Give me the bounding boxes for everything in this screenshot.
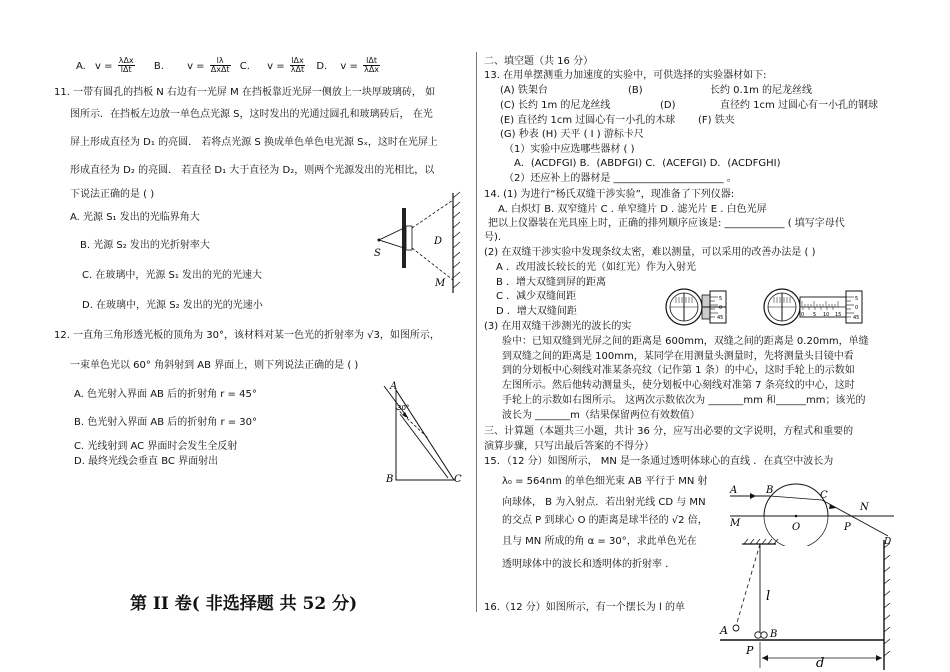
q13-row1-b: (B) bbox=[628, 85, 643, 96]
q12-label-30: 30° bbox=[397, 404, 410, 412]
q11-diagram bbox=[365, 188, 465, 298]
q10-options bbox=[76, 57, 382, 75]
q12-option-d: D. 最终光线会垂直 BC 界面射出 bbox=[74, 456, 219, 467]
right-scale-tick-45: 45 bbox=[853, 315, 860, 321]
q12-option-b: B. 色光射入界面 AB 后的折射角 r = 30° bbox=[74, 417, 258, 428]
q16-label-b: B bbox=[770, 629, 778, 640]
q12-line1: 12. 一直角三角形透光板的顶角为 30°，该材料对某一色光的折射率为 √3，如图所示， bbox=[54, 330, 440, 341]
q14-part3-line2: 验中：已知双缝到光屏之间的距离是 600mm，双缝之间的距离是 0.20mm，单缝 bbox=[502, 336, 869, 347]
q10-d-label: D. bbox=[316, 60, 328, 72]
fill-in-header: 二、填空题（共 16 分） bbox=[484, 56, 594, 67]
q13-row1-c: 长约 0.1m 的尼龙丝线 bbox=[710, 85, 813, 96]
q13-row1-a: (A) 铁架台 bbox=[500, 85, 548, 96]
q15-label-b: B bbox=[766, 485, 774, 496]
q14-part3-line5: 左图所示。然后他转动测量头，使分划板中心刻线对准第 7 条亮纹的中心，这时 bbox=[502, 380, 855, 391]
q16-label-p: P bbox=[746, 644, 754, 657]
q11-option-a: A. 光源 S₁ 发出的光临界角大 bbox=[70, 212, 200, 223]
q12-label-c: C bbox=[454, 474, 462, 485]
q10-c-fraction: $\frac{\text{lΔx}}{\text{λΔt}}$ bbox=[290, 56, 305, 75]
column-divider bbox=[476, 52, 477, 612]
q15-line6: 透明球体中的波长和透明体的折射率 ． bbox=[502, 559, 676, 570]
q14-part2: (2) 在双缝干涉实验中发现条纹太密，难以测量，可以采用的改善办法是 ( ) bbox=[484, 247, 816, 258]
q11-line4: 形成直径为 D₂ 的亮圆． 若直径 D₁ 大于直径为 D₂，则两个光源发出的光相比，以 bbox=[70, 165, 435, 176]
q13-row3-b: (F) 铁夹 bbox=[698, 115, 735, 126]
q14-line1: 14. (1) 为进行“杨氏双缝干涉实验”，现准备了下列仪器: bbox=[484, 189, 735, 200]
right-scale-tick-0: 0 bbox=[855, 305, 859, 311]
q10-a-prefix: v = bbox=[95, 60, 113, 72]
q12-option-c: C. 光线射到 AC 界面时会发生全反射 bbox=[74, 441, 238, 452]
right-scale-main-15: 15 bbox=[835, 312, 842, 318]
q15-label-o: O bbox=[792, 522, 801, 533]
q15-line5: 且与 MN 所成的角 α = 30°，求此单色光在 bbox=[502, 536, 697, 547]
q15-label-p: P bbox=[844, 522, 851, 533]
q13-row2-b: (D) bbox=[660, 100, 676, 111]
q11-label-d: D bbox=[434, 236, 443, 247]
q14-part3-line7: 波长为 _______m（结果保留两位有效数值） bbox=[502, 410, 700, 421]
right-scale-main-5: 5 bbox=[813, 312, 817, 318]
q11-option-c: C. 在玻璃中，光源 S₁ 发出的光的光速大 bbox=[82, 270, 263, 281]
q15-label-m: M bbox=[730, 518, 741, 529]
right-scale-main-0: 0 bbox=[801, 312, 805, 318]
left-scale-tick-45: 45 bbox=[717, 315, 724, 321]
q15-label-d: D bbox=[884, 537, 892, 546]
q16-label-a: A bbox=[720, 624, 728, 637]
q11-label-m: M bbox=[435, 278, 446, 289]
q14-option-c: C ．减少双缝间距 bbox=[496, 291, 577, 302]
q13-row2-a: (C) 长约 1m 的尼龙丝线 bbox=[500, 100, 611, 111]
q16-diagram bbox=[712, 538, 896, 672]
q15-line4: 的交点 P 到球心 O 的距离是球半径的 √2 倍， bbox=[502, 515, 708, 526]
q14-part3-line1: (3) 在用双缝干涉测光的波长的实 bbox=[484, 321, 632, 332]
q13-row3-a: (E) 直径约 1cm 过圆心有一小孔的木球 bbox=[500, 115, 676, 126]
q16-label-d: d bbox=[816, 656, 825, 671]
q13-row2-c: 直径约 1cm 过圆心有一小孔的钢球 bbox=[720, 100, 878, 111]
q10-a-fraction: $\frac{\text{λΔx}}{\text{lΔt}}$ bbox=[118, 56, 134, 75]
left-scale-tick-5: 5 bbox=[719, 296, 723, 302]
q13-intro: 13. 在用单摆测重力加速度的实验中，可供选择的实验器材如下: bbox=[484, 70, 767, 81]
q14-option-b: B ．增大双缝到屏的距离 bbox=[496, 277, 607, 288]
q16-line1: 16.（12 分）如图所示，有一个摆长为 l 的单 bbox=[484, 602, 685, 613]
q10-c-prefix: v = bbox=[267, 60, 285, 72]
section-2-title: 第 II 卷( 非选择题 共 52 分) bbox=[130, 594, 358, 614]
q14-line2: A. 白炽灯 B. 双窄缝片 C . 单窄缝片 D . 滤光片 E . 白色光屏 bbox=[498, 204, 767, 215]
q15-diagram bbox=[726, 478, 898, 546]
q16-label-l: l bbox=[766, 589, 771, 604]
right-scale-main-10: 10 bbox=[823, 312, 830, 318]
q13-row4: (G) 秒表 (H) 天平 ( I ) 游标卡尺 bbox=[500, 129, 644, 140]
right-scale-tick-5: 5 bbox=[855, 296, 859, 302]
q14-line4: 号). bbox=[484, 232, 502, 243]
q14-option-a: A ．改用波长较长的光（如红光）作为入射光 bbox=[496, 262, 697, 273]
q11-line5: 下说法正确的是 ( ) bbox=[70, 189, 155, 200]
q14-part3-line3: 到双缝之间的距离是 100mm，某同学在用测量头测量时，先将测量头目镜中看 bbox=[502, 351, 854, 362]
calc-header-line1: 三、计算题（本题共三小题，共计 36 分，应写出必要的文字说明，方程式和重要的 bbox=[484, 426, 854, 437]
q11-line2: 图所示．在挡板左边放一单色点光源 S，这时发出的光通过圆孔和玻璃砖后， 在光 bbox=[70, 109, 433, 120]
q12-option-a: A. 色光射入界面 AB 后的折射角 r = 45° bbox=[74, 389, 257, 400]
q10-a-label: A. bbox=[76, 60, 86, 72]
q14-part3-line4: 到的分划板中心刻线对准某条亮纹（记作第 1 条）的中心，这时手轮上的示数如 bbox=[502, 365, 855, 376]
q14-scale-figures bbox=[662, 285, 872, 329]
q15-line2: λ₀ = 564nm 的单色细光束 AB 平行于 MN 射 bbox=[502, 476, 708, 487]
q14-option-d: D ．增大双缝间距 bbox=[496, 306, 577, 317]
q12-label-a: A bbox=[390, 381, 398, 392]
left-scale bbox=[666, 289, 726, 325]
q11-option-d: D. 在玻璃中，光源 S₂ 发出的光的光速小 bbox=[82, 300, 263, 311]
q10-b-fraction: $\frac{l\lambda}{\text{ΔxΔt}}$ bbox=[210, 56, 230, 75]
q15-label-n: N bbox=[860, 502, 869, 513]
q12-diagram bbox=[356, 378, 462, 486]
calc-header-line2: 演算步骤，只写出最后答案的不得分） bbox=[484, 441, 654, 452]
q10-d-prefix: v = bbox=[340, 60, 358, 72]
q14-line3: 把以上仪器装在光具座上时，正确的排列顺序应该是: ____________ ( 填写字母代 bbox=[488, 218, 845, 229]
q11-option-b: B. 光源 S₂ 发出的光折射率大 bbox=[80, 240, 210, 251]
q15-line3: 向球体， B 为入射点．若出射光线 CD 与 MN bbox=[502, 497, 706, 508]
q13-sub1: （1）实验中应选哪些器材 ( ) bbox=[504, 144, 635, 155]
q11-line1: 11. 一带有圆孔的挡板 N 右边有一光屏 M 在挡板靠近光屏一侧放上一块厚玻璃砖， 如 bbox=[54, 87, 436, 98]
q14-part3-line6: 手轮上的示数如右图所示。 这两次示数依次为 _______mm 和______mm；该光的 bbox=[502, 395, 866, 406]
q11-label-s: S bbox=[374, 248, 381, 259]
q15-line1: 15．（12 分）如图所示， MN 是一条通过透明体球心的直线 ．在真空中波长为 bbox=[484, 456, 834, 467]
q15-label-c: C bbox=[820, 490, 828, 501]
left-scale-tick-0: 0 bbox=[719, 305, 723, 311]
q10-b-label: B. bbox=[153, 60, 164, 72]
q15-label-a: A bbox=[730, 485, 738, 496]
q11-line3: 屏上形成直径为 D₁ 的亮圆． 若将点光源 S 换成单色单色电光源 Sₓ，这时在光屏上 bbox=[70, 137, 438, 148]
q10-d-fraction: $\frac{\text{lΔt}}{\text{λΔx}}$ bbox=[364, 56, 380, 75]
q12-line2: 一束单色光以 60° 角斜射到 AB 界面上，则下列说法正确的是 ( ) bbox=[70, 360, 359, 371]
q12-label-b: B bbox=[386, 474, 394, 485]
right-scale bbox=[764, 289, 862, 325]
q10-b-prefix: v = bbox=[187, 60, 205, 72]
q13-choices: A．(ACDFGI) B．(ABDFGI) C．(ACEFGI) D．(ACDFGHI) bbox=[514, 158, 781, 169]
q13-sub2: （2）还应补上的器材是 ______________________ 。 bbox=[504, 173, 737, 184]
q10-c-label: C. bbox=[239, 60, 250, 72]
